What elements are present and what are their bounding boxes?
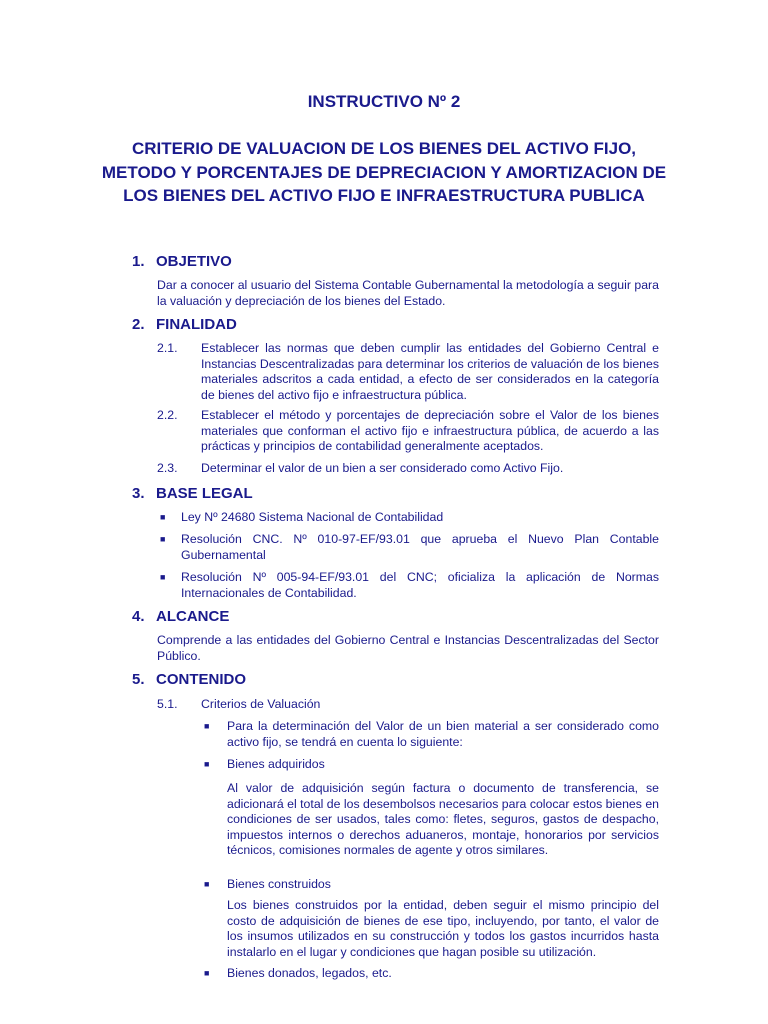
section-heading-base-legal [132, 485, 253, 502]
section-number: 4. [132, 608, 145, 625]
bullet-icon: ■ [204, 968, 210, 978]
finalidad-item-number: 2.2. [157, 408, 178, 422]
section-title: BASE LEGAL [156, 485, 253, 502]
bullet-icon: ■ [204, 721, 210, 731]
section-heading-alcance [132, 608, 229, 625]
contenido-item-label: Bienes adquiridos [227, 757, 325, 771]
finalidad-item-text: Establecer las normas que deben cumplir las entidades del Gobierno Central e Instancias Descentralizadas para determinar los criterios de valuación de los bienes materiales adscritos a cada entidad, a efecto de ser considerados en la categoría de bienes del activo fijo e infraestructura pública. [201, 341, 659, 402]
section-title: ALCANCE [156, 608, 230, 625]
finalidad-item-number: 2.1. [157, 341, 178, 355]
section-heading-contenido [132, 671, 246, 688]
bullet-icon: ■ [160, 534, 166, 544]
base-legal-item: Resolución CNC. Nº 010-97-EF/93.01 que aprueba el Nuevo Plan Contable Gubernamental [181, 532, 659, 562]
section-title: OBJETIVO [156, 253, 232, 270]
base-legal-item: Ley Nº 24680 Sistema Nacional de Contabilidad [181, 510, 444, 524]
bullet-icon: ■ [204, 759, 210, 769]
contenido-item-label: Bienes donados, legados, etc. [227, 966, 392, 980]
section-number: 2. [132, 316, 145, 333]
objetivo-text: Dar a conocer al usuario del Sistema Contable Gubernamental la metodología a seguir para la valuación y depreciación de los bienes del Estado. [157, 278, 659, 308]
contenido-sub-heading: Criterios de Valuación [201, 697, 321, 711]
base-legal-item: Resolución Nº 005-94-EF/93.01 del CNC; oficializa la aplicación de Normas Internacionales de Contabilidad. [181, 570, 659, 600]
section-heading-finalidad [132, 316, 237, 333]
contenido-sub-number: 5.1. [157, 697, 178, 711]
section-number: 1. [132, 253, 145, 270]
section-number: 3. [132, 485, 145, 502]
document-subtitle: CRITERIO DE VALUACION DE LOS BIENES DEL ACTIVO FIJO, METODO Y PORCENTAJES DE DEPRECIACION Y AMORTIZACION DE LOS BIENES DEL ACTIVO FIJO E INFRAESTRUCTURA PUBLICA [101, 139, 667, 205]
section-title: CONTENIDO [156, 671, 246, 688]
contenido-item-label: Para la determinación del Valor de un bien material a ser considerado como activo fijo, se tendrá en cuenta lo siguiente: [227, 719, 659, 749]
bullet-icon: ■ [160, 572, 166, 582]
contenido-item-text: Los bienes construidos por la entidad, deben seguir el mismo principio del costo de adquisición de bienes de ese tipo, incluyendo, por tanto, el valor de los insumos utilizados en su construcción y todos los gastos incurridos hasta instalarlo en el lugar y condiciones que hagan posible su utilización. [227, 898, 659, 959]
bullet-icon: ■ [204, 879, 210, 889]
document-title: INSTRUCTIVO Nº 2 [307, 92, 461, 111]
bullet-icon: ■ [160, 512, 166, 522]
section-number: 5. [132, 671, 145, 688]
section-title: FINALIDAD [156, 316, 237, 333]
contenido-item-label: Bienes construidos [227, 877, 331, 891]
finalidad-item-text: Determinar el valor de un bien a ser considerado como Activo Fijo. [201, 461, 564, 475]
alcance-text: Comprende a las entidades del Gobierno Central e Instancias Descentralizadas del Sector Público. [157, 633, 659, 663]
contenido-item-text: Al valor de adquisición según factura o documento de transferencia, se adicionará el total de los desembolsos necesarios para colocar estos bienes en condiciones de ser usados, tales como: fletes, seguros, gastos de despacho, impuestos internos o derechos aduaneros, montaje, honorarios por servicios técnicos, comisiones normales de agente y otros similares. [227, 781, 660, 857]
finalidad-item-number: 2.3. [157, 461, 178, 475]
section-heading-objetivo [132, 253, 232, 270]
finalidad-item-text: Establecer el método y porcentajes de depreciación sobre el Valor de los bienes materiales que conforman el activo fijo e infraestructura pública, de acuerdo a las prácticas y principios de contabilidad generalmente aceptados. [201, 408, 659, 453]
